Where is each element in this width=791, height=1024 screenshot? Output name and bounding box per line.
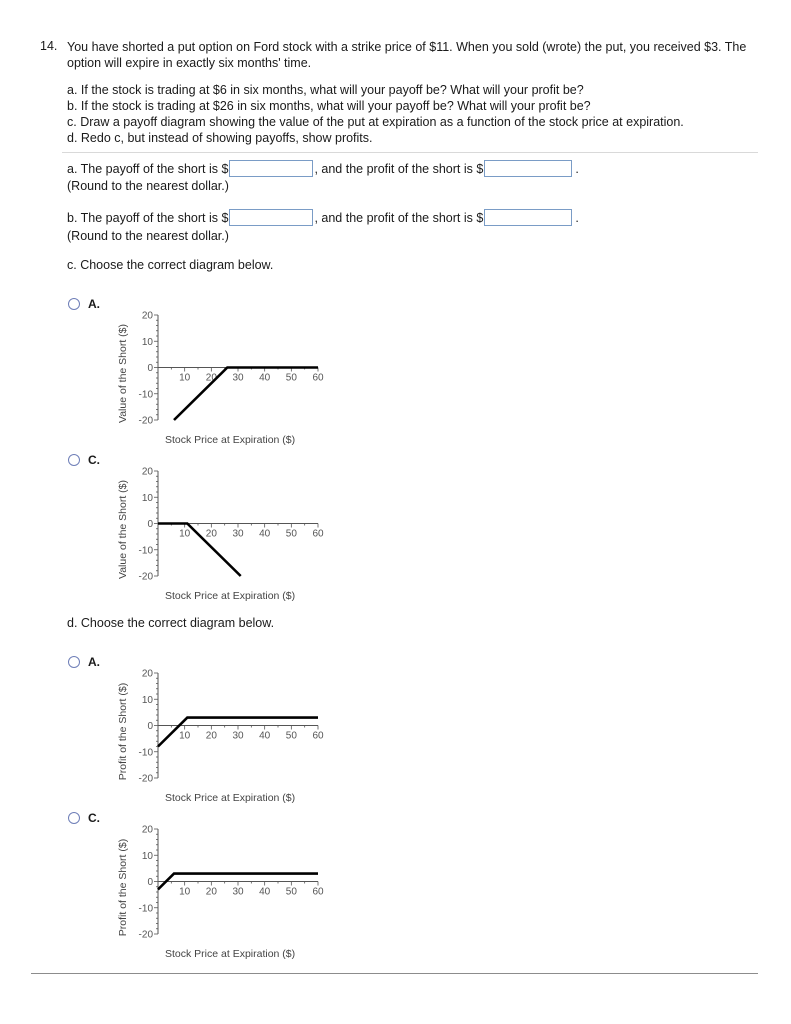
x-axis-label: Stock Price at Expiration ($)	[165, 590, 296, 602]
y-tick-label: 0	[147, 721, 153, 732]
x-tick-label: 30	[232, 372, 244, 384]
x-tick-label: 10	[179, 730, 191, 742]
x-tick-label: 10	[179, 528, 191, 540]
answer-a-note: (Round to the nearest dollar.)	[67, 179, 229, 193]
x-tick-label: 10	[179, 886, 191, 898]
y-tick-label: -20	[138, 773, 153, 785]
x-tick-label: 30	[232, 528, 244, 540]
x-axis-label: Stock Price at Expiration ($)	[165, 434, 296, 446]
option-label: C.	[88, 811, 100, 825]
y-tick-label: 10	[141, 850, 153, 862]
answer-b-profit-input[interactable]	[484, 209, 572, 226]
divider	[62, 152, 758, 153]
y-tick-label: -20	[138, 415, 153, 427]
option-c-C[interactable]	[68, 454, 368, 604]
x-tick-label: 30	[232, 886, 244, 898]
x-tick-label: 20	[205, 730, 217, 742]
section-d-prompt: d. Choose the correct diagram below.	[67, 616, 275, 630]
profit-chart	[116, 818, 346, 968]
y-tick-label: 10	[141, 492, 153, 504]
answer-a-suffix: .	[575, 161, 579, 176]
answer-b-suffix: .	[575, 210, 579, 225]
series-line	[158, 524, 241, 577]
answer-a-payoff-input[interactable]	[229, 160, 313, 177]
question-number: 14.	[40, 39, 58, 53]
x-tick-label: 50	[285, 886, 297, 898]
y-tick-label: 0	[147, 519, 153, 530]
y-tick-label: -10	[138, 747, 153, 759]
x-tick-label: 60	[312, 886, 324, 898]
answer-a-profit-input[interactable]	[484, 160, 572, 177]
y-tick-label: 0	[147, 877, 153, 888]
y-axis-label: Value of the Short ($)	[117, 479, 129, 580]
part-a-text: a. If the stock is trading at $6 in six months, what will your payoff be? What will your profit be?	[67, 83, 584, 97]
y-axis-label: Value of the Short ($)	[117, 323, 129, 424]
y-axis-label: Profit of the Short ($)	[117, 682, 129, 781]
x-axis-label: Stock Price at Expiration ($)	[165, 792, 296, 804]
option-d-A[interactable]	[68, 656, 368, 806]
x-tick-label: 40	[259, 528, 271, 540]
radio-button[interactable]	[68, 298, 80, 310]
y-tick-label: 20	[141, 466, 153, 478]
answer-b-middle: , and the profit of the short is $	[314, 210, 484, 225]
y-tick-label: -10	[138, 903, 153, 915]
question-parts	[67, 82, 684, 146]
answer-b-row	[67, 209, 579, 226]
y-tick-label: 10	[141, 694, 153, 706]
x-tick-label: 50	[285, 372, 297, 384]
y-tick-label: 20	[141, 824, 153, 836]
y-tick-label: 10	[141, 336, 153, 348]
radio-button[interactable]	[68, 454, 80, 466]
part-c-text: c. Draw a payoff diagram showing the value of the put at expiration as a function of the stock price at expiration.	[67, 115, 684, 129]
option-label: C.	[88, 453, 100, 467]
option-label: A.	[88, 655, 100, 669]
section-c-prompt: c. Choose the correct diagram below.	[67, 258, 274, 272]
option-c-A[interactable]	[68, 298, 368, 448]
answer-a-row	[67, 160, 579, 177]
profit-chart	[116, 662, 346, 812]
y-tick-label: -20	[138, 571, 153, 583]
x-tick-label: 60	[312, 528, 324, 540]
x-tick-label: 50	[285, 528, 297, 540]
y-tick-label: -10	[138, 389, 153, 401]
y-axis-label: Profit of the Short ($)	[117, 838, 129, 937]
option-label: A.	[88, 297, 100, 311]
part-b-text: b. If the stock is trading at $26 in six months, what will your payoff be? What will your profit be?	[67, 99, 591, 113]
x-tick-label: 40	[259, 886, 271, 898]
answer-b-payoff-input[interactable]	[229, 209, 313, 226]
x-tick-label: 50	[285, 730, 297, 742]
y-tick-label: -20	[138, 929, 153, 941]
y-tick-label: 20	[141, 668, 153, 680]
x-tick-label: 10	[179, 372, 191, 384]
x-tick-label: 20	[205, 528, 217, 540]
y-tick-label: 0	[147, 363, 153, 374]
answer-b-note: (Round to the nearest dollar.)	[67, 229, 229, 243]
x-tick-label: 30	[232, 730, 244, 742]
question-text: You have shorted a put option on Ford stock with a strike price of $11. When you sold (wrote) the put, you received $3. The option will expire in exactly six months' time.	[67, 40, 747, 70]
x-tick-label: 40	[259, 372, 271, 384]
radio-button[interactable]	[68, 812, 80, 824]
x-axis-label: Stock Price at Expiration ($)	[165, 948, 296, 960]
bottom-divider	[31, 973, 758, 974]
x-tick-label: 20	[205, 886, 217, 898]
x-tick-label: 60	[312, 372, 324, 384]
answer-a-middle: , and the profit of the short is $	[314, 161, 484, 176]
radio-button[interactable]	[68, 656, 80, 668]
option-d-C[interactable]	[68, 812, 368, 962]
x-tick-label: 20	[205, 372, 217, 384]
x-tick-label: 60	[312, 730, 324, 742]
answer-b-prefix: b. The payoff of the short is $	[67, 210, 229, 225]
payoff-chart	[116, 304, 346, 454]
part-d-text: d. Redo c, but instead of showing payoffs, show profits.	[67, 131, 373, 145]
x-tick-label: 40	[259, 730, 271, 742]
payoff-chart	[116, 460, 346, 610]
answer-a-prefix: a. The payoff of the short is $	[67, 161, 229, 176]
y-tick-label: -10	[138, 545, 153, 557]
y-tick-label: 20	[141, 310, 153, 322]
